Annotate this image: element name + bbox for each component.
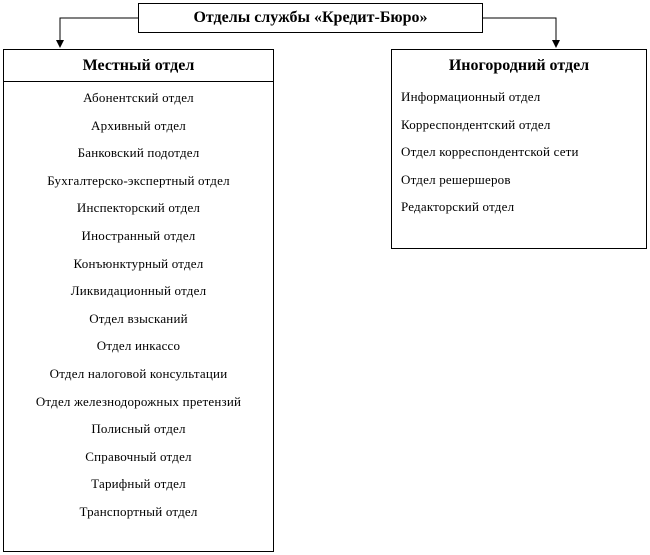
remote-department-item: Редакторский отдел <box>401 199 515 215</box>
local-department-item: Банковский подотдел <box>77 145 200 161</box>
local-department-item: Транспортный отдел <box>79 503 198 519</box>
remote-department-item: Отдел корреспондентской сети <box>401 144 579 160</box>
diagram-title-box <box>138 3 483 33</box>
remote-department-heading: Иногородний отдел <box>448 57 590 74</box>
local-department-item: Отдел инкассо <box>96 338 181 354</box>
local-department-item: Инспекторский отдел <box>76 200 201 216</box>
local-department-box <box>3 49 274 552</box>
local-department-item: Конъюнктурный отдел <box>73 255 204 271</box>
local-department-heading: Местный отдел <box>4 50 273 82</box>
local-department-item: Отдел взысканий <box>89 310 188 326</box>
local-department-item: Иностранный отдел <box>81 227 196 243</box>
local-department-item: Полисный отдел <box>91 421 186 437</box>
local-department-item: Отдел железнодорожных претензий <box>35 393 242 409</box>
local-department-item: Ликвидационный отдел <box>70 283 207 299</box>
local-department-item: Архивный отдел <box>91 117 186 133</box>
local-department-list <box>4 82 273 526</box>
remote-department-item: Корреспондентский отдел <box>401 116 551 132</box>
local-department-item: Справочный отдел <box>85 448 192 464</box>
local-department-item: Отдел налоговой консультации <box>49 365 228 381</box>
remote-department-list <box>392 81 646 221</box>
remote-department-item: Информационный отдел <box>401 89 541 104</box>
diagram-title: Отделы службы «Кредит-Бюро» <box>193 9 428 26</box>
connector-to-local <box>60 18 138 47</box>
remote-department-item: Отдел решершеров <box>401 171 511 187</box>
remote-department-box <box>391 49 647 249</box>
local-department-item: Абонентский отдел <box>83 90 194 105</box>
local-department-item: Тарифный отдел <box>91 476 186 492</box>
connector-to-remote <box>483 18 556 47</box>
local-department-item: Бухгалтерско-экспертный отдел <box>47 172 230 188</box>
